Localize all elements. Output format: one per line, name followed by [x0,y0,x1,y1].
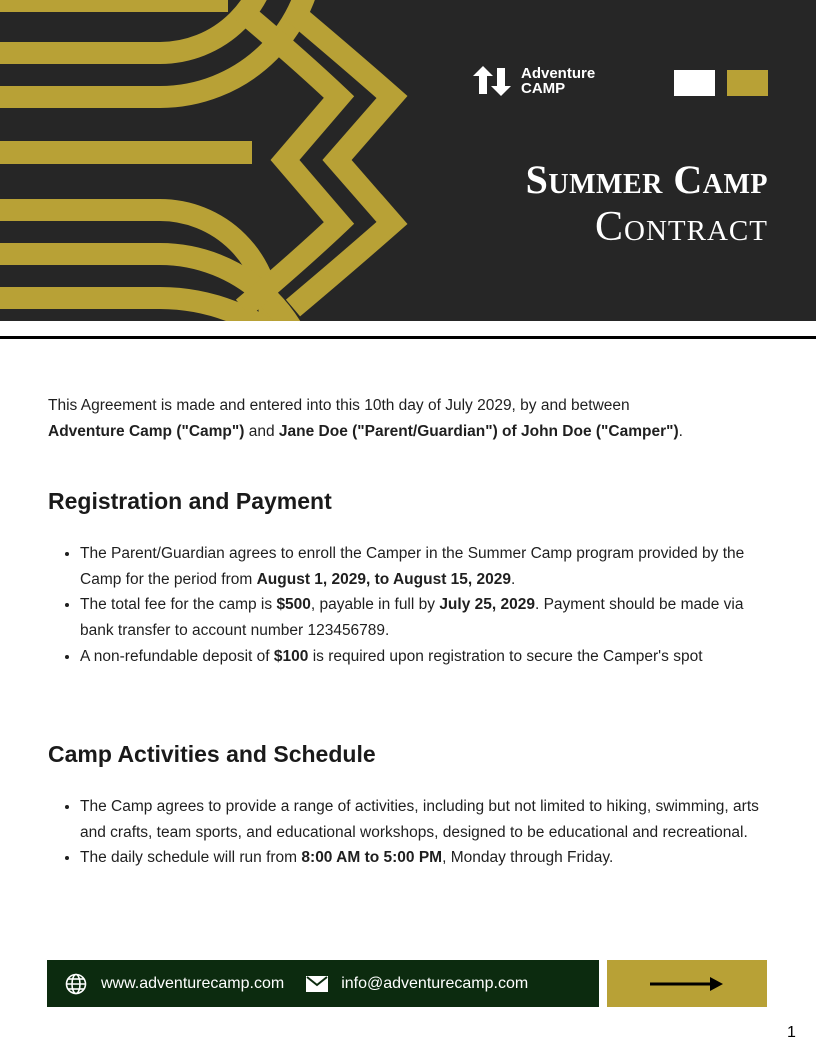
brand-name-line1: Adventure [521,65,596,82]
globe-icon [65,973,87,995]
registration-list [48,541,768,670]
decorative-square-gold [727,70,768,96]
item-bold: $100 [273,647,309,665]
intro-end: . [678,423,683,440]
header-banner [0,0,816,321]
item-text: The daily schedule will run from [80,849,302,867]
item-text: , payable in full by [310,596,440,614]
divider-rule [0,336,816,339]
next-page-button[interactable] [607,960,767,1007]
mail-icon [306,976,328,992]
footer-email[interactable] [306,975,528,993]
intro-party-guardian: Jane Doe ("Parent/Guardian") of John Doe ("Camper") [278,423,679,440]
list-item [80,541,768,592]
item-text: A non-refundable deposit of [80,647,274,665]
arrow-right-icon [650,976,724,992]
list-item [80,644,768,670]
list-item: • The Camp agrees to provide a range of activities, including but not limited to hiking, swimming, arts and crafts, team sports, and educational workshops, designed to be educational and recreational. [80,794,768,845]
intro-party-camp: Adventure Camp ("Camp") [48,423,245,440]
item-bold: July 25, 2029 [439,596,535,614]
item-text: The Parent/Guardian agrees to enroll the Camper in the Summer Camp program provided by the Camp for the period from [80,545,745,588]
title-line1: Summer Camp [525,157,768,202]
adventure-camp-logo-icon [471,64,513,98]
list-item [80,592,768,643]
intro-text: This Agreement is made and entered into this 10th day of July 2029, by and between [48,397,630,414]
website-link[interactable]: www.adventurecamp.com [101,974,285,992]
activities-list [48,794,768,871]
brand-name [521,66,595,96]
item-text: , Monday through Friday. [442,849,614,867]
title-line2: Contract [595,204,768,250]
list-item [80,845,768,871]
item-bold: August 1, 2029, to August 15, 2029 [256,570,512,588]
footer-contact-bar [47,960,599,1007]
intro-paragraph [48,393,768,445]
decorative-square-white [674,70,715,96]
item-text: is required upon registration to secure the Camper's spot [308,647,703,665]
decorative-stripes [0,0,420,321]
item-bold: $500 [276,596,311,614]
page-number: 1 [787,1024,796,1041]
brand-logo [471,64,595,98]
item-text: . [511,570,516,588]
footer-website[interactable] [65,973,284,995]
heading-registration: Registration and Payment [48,488,332,514]
intro-and: and [244,423,279,440]
item-text: The total fee for the camp is [80,596,277,614]
email-link[interactable]: info@adventurecamp.com [341,974,529,992]
brand-name-line2: CAMP [521,80,566,97]
contract-body [48,393,768,867]
heading-activities: Camp Activities and Schedule [48,741,376,767]
item-text: . Payment should be made via bank transfer to account number 123456789. [80,596,744,640]
item-bold: 8:00 AM to 5:00 PM [301,849,443,867]
